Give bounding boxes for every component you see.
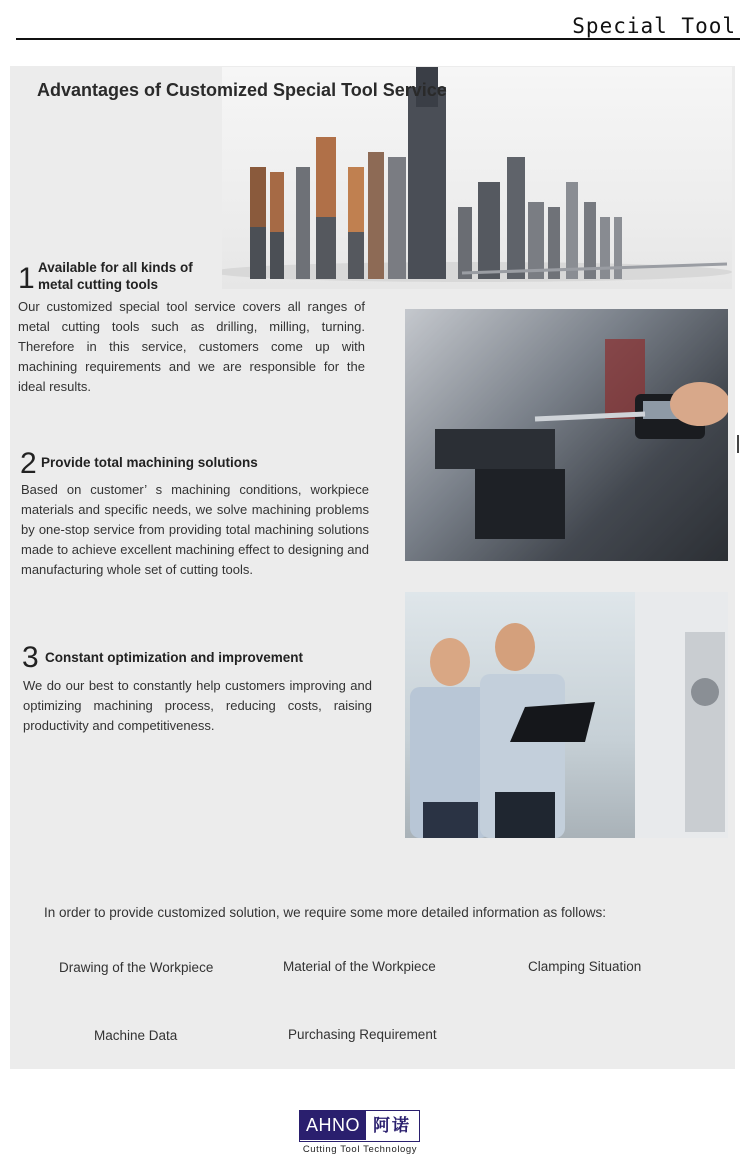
header-divider (16, 38, 740, 40)
requirement-item: Material of the Workpiece (283, 959, 436, 974)
requirement-item: Machine Data (94, 1028, 178, 1043)
requirements-intro: In order to provide customized solution, we require some more detailed information as follows: (44, 905, 607, 920)
logo-brand-latin: AHNO (300, 1111, 366, 1140)
advantage-title-1-line1: Available for all kinds of (38, 260, 193, 275)
scrollbar-indicator (737, 435, 739, 453)
ahno-logo (299, 1110, 420, 1142)
advantage-title-2: Provide total machining solutions (41, 455, 258, 470)
page-header-title: Special Tool (572, 14, 736, 38)
advantage-title-1-line2: metal cutting tools (38, 277, 159, 292)
engineers-photo (405, 592, 728, 838)
requirement-item: Clamping Situation (528, 959, 642, 974)
advantage-body-1: Our customized special tool service covers all ranges of metal cutting tools such as drilling, milling, turning. Therefore in this service, customers come up with machining requirements and we are responsible for the ideal results. (18, 299, 365, 394)
advantage-number-2: 2 (20, 447, 37, 480)
panel-title: Advantages of Customized Special Tool Service (37, 80, 447, 100)
advantage-number-3: 3 (22, 641, 39, 674)
logo-brand-cjk: 阿诺 (373, 1116, 411, 1135)
caliper-measurement-photo (405, 309, 728, 561)
advantage-title-3: Constant optimization and improvement (45, 650, 304, 665)
advantage-body-3: We do our best to constantly help customers improving and optimizing machining process, reducing costs, raising productivity and competitiveness. (23, 678, 372, 733)
advantage-number-1: 1 (18, 262, 35, 295)
advantage-body-2: Based on customer’ s machining conditions, workpiece materials and specific needs, we solve machining problems by one-stop service from providing total machining solutions made to achieve excellent machining effect to designing and manufacturing whole set of cutting tools. (21, 482, 369, 577)
logo-tagline: Cutting Tool Technology (302, 1144, 418, 1155)
requirement-item: Purchasing Requirement (288, 1027, 437, 1042)
requirement-item: Drawing of the Workpiece (59, 960, 214, 975)
